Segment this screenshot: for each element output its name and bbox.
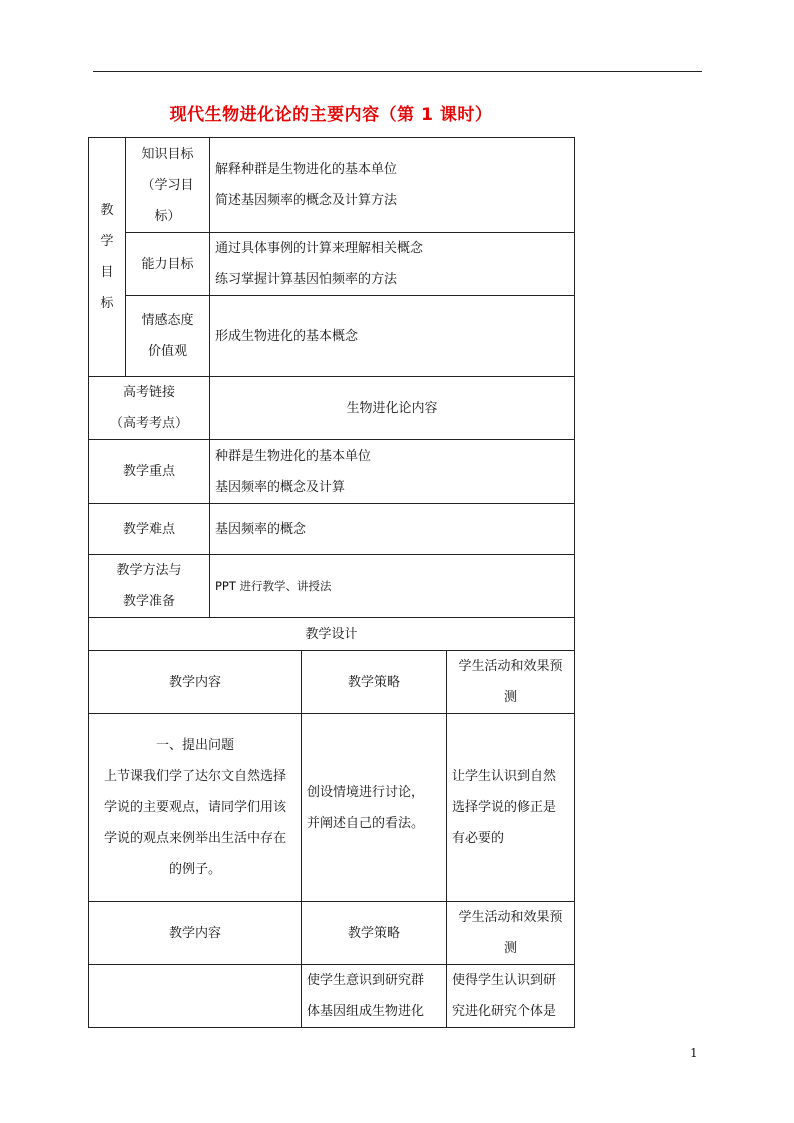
column-header-content: 教学内容 [88, 650, 302, 714]
difficult-points-content: 基因频率的概念 [209, 503, 575, 555]
section2-strategy: 使学生意识到研究群 体基因组成生物进化 [301, 964, 447, 1028]
column-header-activity: 学生活动和效果预 测 [446, 901, 575, 965]
objectives-header-char: 标 [100, 296, 114, 311]
objectives-header-char: 教 [100, 203, 114, 218]
section1-activity: 让学生认识到自然 选择学说的修正是 有必要的 [446, 713, 575, 902]
exam-link-content: 生物进化论内容 [209, 376, 575, 440]
knowledge-objective-content: 解释种群是生物进化的基本单位 简述基因频率的概念及计算方法 [209, 137, 575, 233]
ability-objective-content: 通过具体事例的计算来理解相关概念 练习掌握计算基因怕频率的方法 [209, 232, 575, 296]
column-header-strategy: 教学策略 [301, 901, 447, 965]
objectives-header [88, 137, 126, 377]
section2-activity: 使得学生认识到研 究进化研究个体是 [446, 964, 575, 1028]
section1-strategy: 创设情境进行讨论， 并阐述自己的看法。 [301, 713, 447, 902]
section1-content: 一、提出问题 上节课我们学了达尔文自然选择 学说的主要观点，请同学们用该 学说的观点来例举出生活中存在 的例子。 [88, 713, 302, 902]
design-heading: 教学设计 [88, 617, 575, 651]
section2-content [88, 964, 302, 1028]
page-number: 1 [690, 1046, 698, 1060]
emotion-objective-label: 情感态度 价值观 [125, 295, 210, 377]
key-points-content: 种群是生物进化的基本单位 基因频率的概念及计算 [209, 439, 575, 504]
objectives-header-char: 学 [100, 234, 114, 249]
exam-link-label: 高考链接 （高考考点） [88, 376, 210, 440]
difficult-points-label: 教学难点 [88, 503, 210, 555]
column-header-strategy: 教学策略 [301, 650, 447, 714]
page-title: 现代生物进化论的主要内容（第 1 课时） [169, 105, 493, 125]
methods-label: 教学方法与 教学准备 [88, 554, 210, 618]
methods-content: PPT 进行教学、讲授法 [209, 554, 575, 618]
key-points-label: 教学重点 [88, 439, 210, 504]
column-header-activity: 学生活动和效果预 测 [446, 650, 575, 714]
column-header-content: 教学内容 [88, 901, 302, 965]
ability-objective-label: 能力目标 [125, 232, 210, 296]
knowledge-objective-label: 知识目标 （学习目 标） [125, 137, 210, 233]
emotion-objective-content: 形成生物进化的基本概念 [209, 295, 575, 377]
objectives-header-char: 目 [100, 265, 114, 280]
